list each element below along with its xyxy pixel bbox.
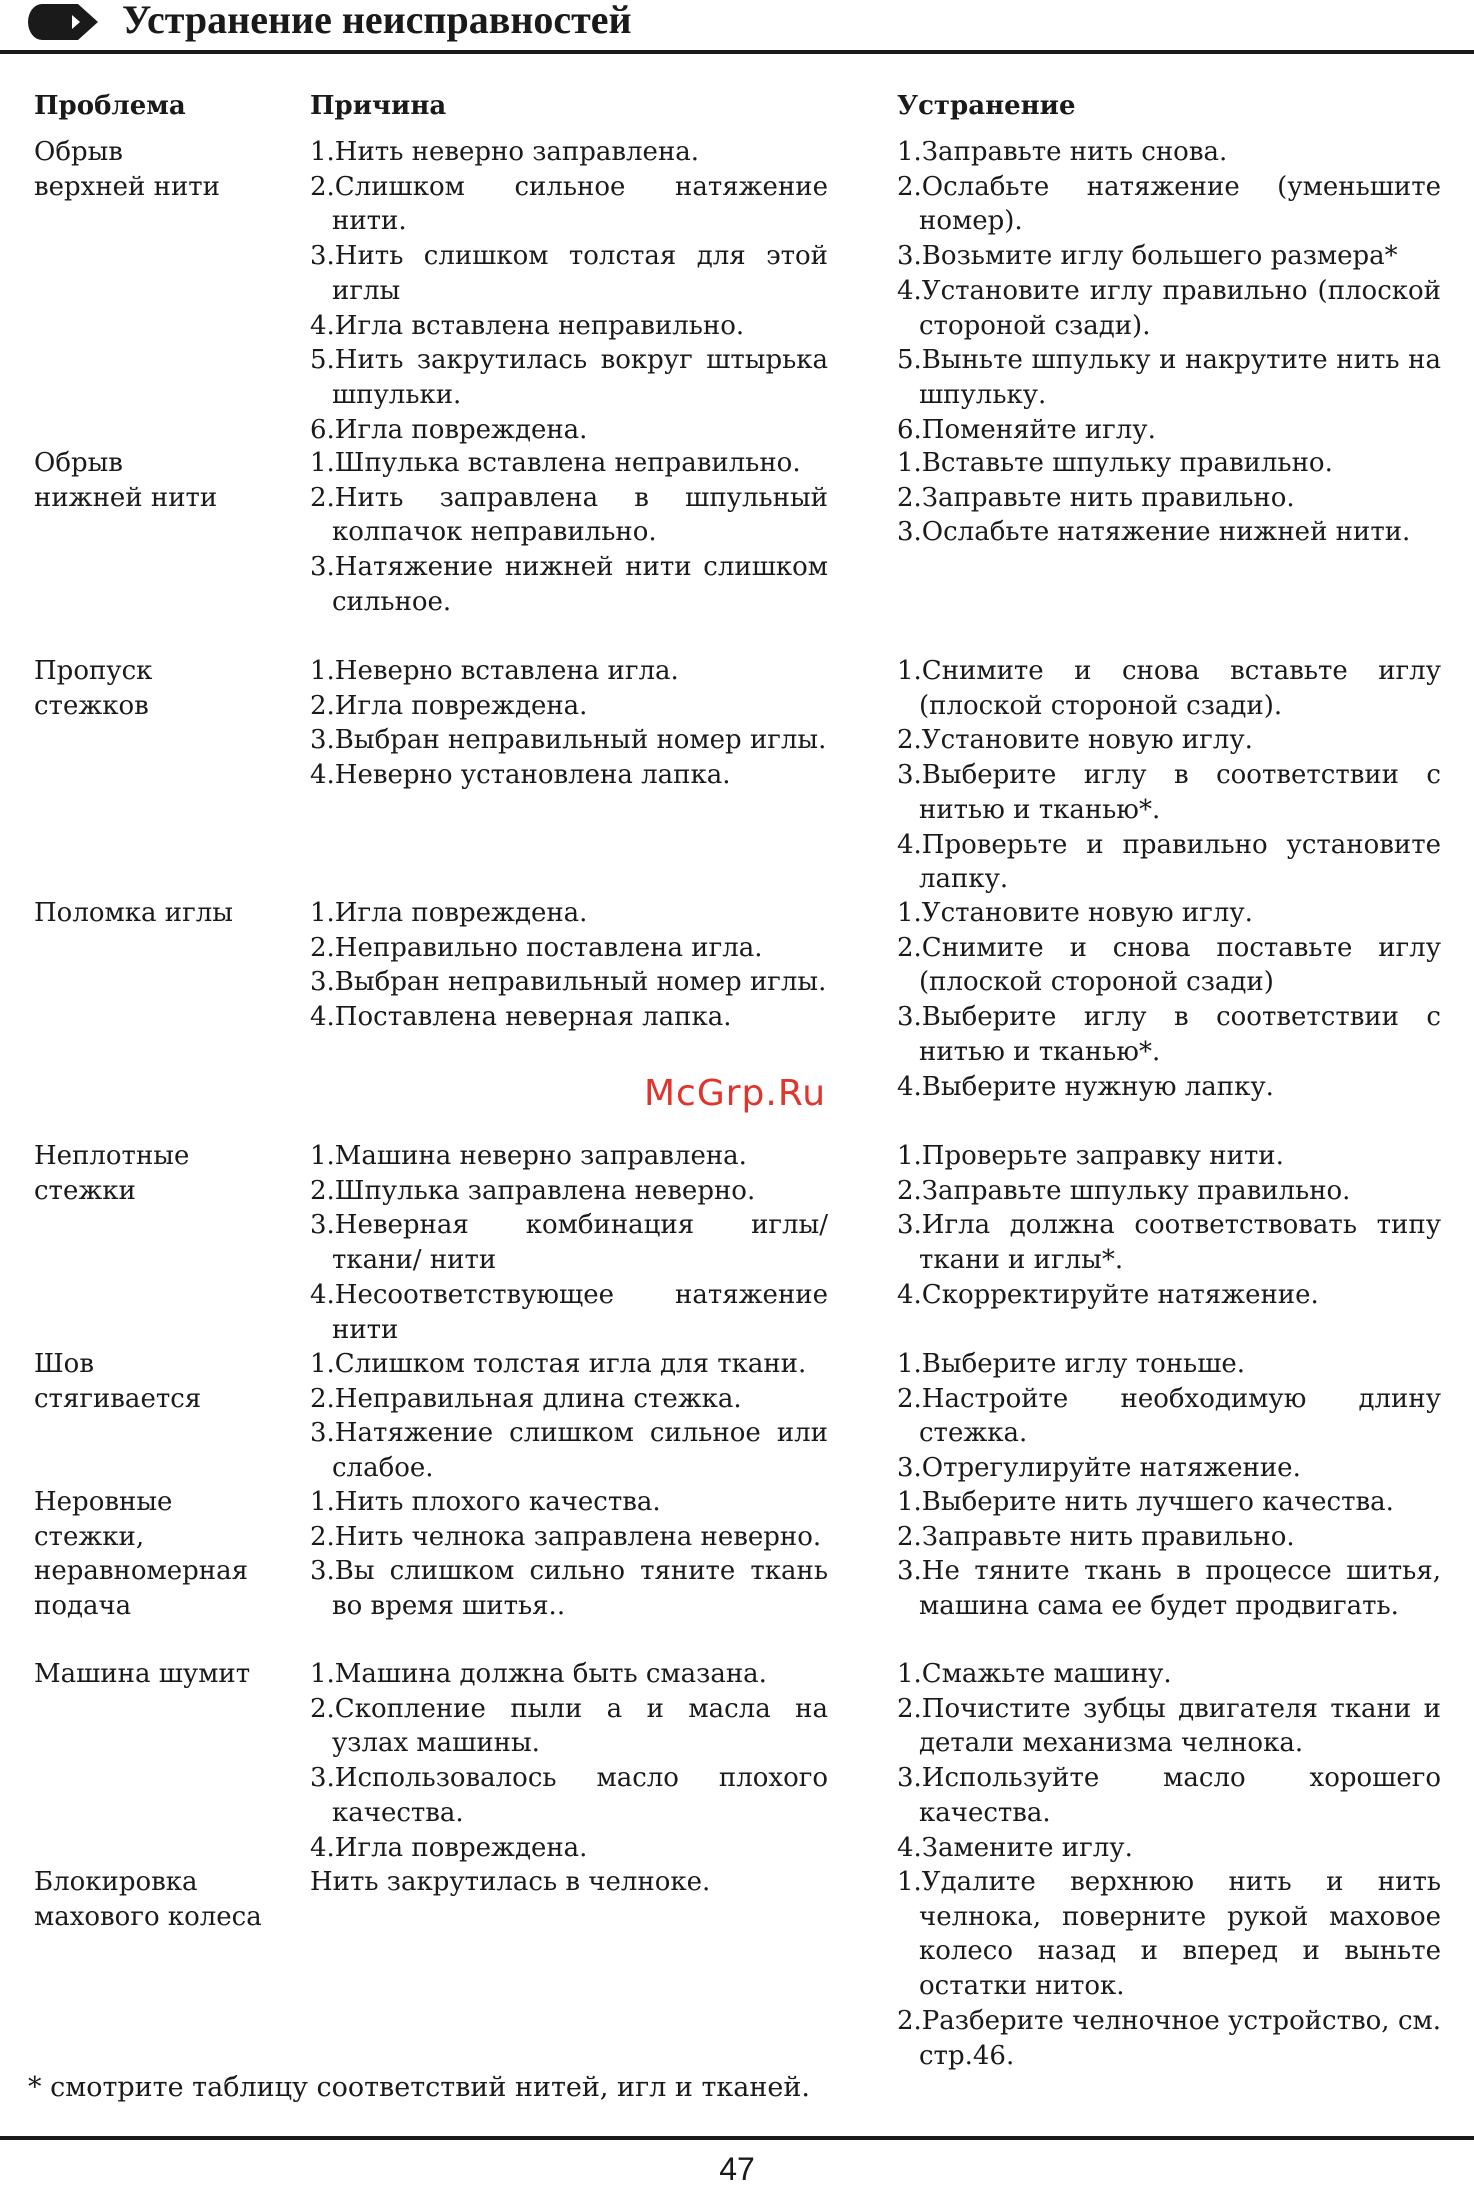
fix-item: 1.Смажьте машину. (897, 1659, 1172, 1689)
cause-cell (310, 896, 828, 1035)
problem-line: неравномерная (34, 1556, 248, 1587)
fix-item: 3.Отрегулируйте натяжение. (897, 1453, 1301, 1484)
cause-item: 4.Неверно установлена лапка. (310, 760, 731, 791)
cause-item: 3.Натяжение нижней нити слишком сильное. (310, 552, 828, 617)
problem-cell (34, 135, 284, 204)
cause-item: 1.Шпулька вставлена неправильно. (310, 448, 801, 478)
problem-line: Неплотные (34, 1141, 190, 1171)
fix-cell (897, 654, 1441, 897)
cause-item: 6.Игла повреждена. (310, 414, 588, 445)
problem-line: стягивается (34, 1383, 202, 1414)
header-divider (0, 50, 1474, 54)
problem-line: Шов (34, 1349, 94, 1379)
fix-cell (897, 1485, 1441, 1624)
cause-item: 1.Машина неверно заправлена. (310, 1141, 747, 1171)
fix-item: 2.Заправьте шпульку правильно. (897, 1175, 1351, 1206)
problem-line: махового колеса (34, 1901, 262, 1932)
footer-divider (0, 2136, 1474, 2140)
fix-item: 3.Выберите иглу в соответствии с нитью и тканью*. (897, 1002, 1441, 1067)
fix-item: 3.Используйте масло хорошего качества. (897, 1763, 1441, 1828)
cause-item: 2.Шпулька заправлена неверно. (310, 1175, 756, 1206)
problem-cell (34, 446, 284, 515)
page-number: 47 (719, 2151, 755, 2187)
fix-cell (897, 1865, 1441, 2073)
problem-line: Обрыв (34, 448, 123, 478)
fix-item: 5.Выньте шпульку и накрутите нить на шпульку. (897, 345, 1441, 410)
problem-line: нижней нити (34, 482, 218, 513)
cause-item: 1.Неверно вставлена игла. (310, 656, 679, 686)
cause-item: 1.Нить неверно заправлена. (310, 137, 700, 167)
cause-item: 2.Нить заправлена в шпульный колпачок неправильно. (310, 482, 828, 548)
page-title: Устранение неисправностей (122, 0, 632, 42)
problem-line: Блокировка (34, 1867, 198, 1897)
cause-cell (310, 1657, 828, 1865)
fix-cell (897, 446, 1441, 550)
cause-item: 3.Нить слишком толстая для этой иглы (310, 241, 828, 306)
cause-item: 2.Скопление пыли а и масла на узлах машины. (310, 1693, 828, 1759)
fix-item: 1.Выберите иглу тоньше. (897, 1349, 1246, 1379)
fix-item: 2.Установите новую иглу. (897, 725, 1253, 756)
fix-item: 1.Снимите и снова вставьте иглу (плоской стороной сзади). (897, 656, 1441, 721)
cause-item: 2.Игла повреждена. (310, 690, 588, 721)
cause-item: 4.Игла вставлена неправильно. (310, 310, 745, 341)
column-header-problem: Проблема (34, 91, 186, 121)
fix-item: 2.Почистите зубцы двигателя ткани и детали механизма челнока. (897, 1693, 1441, 1759)
problem-line: стежки (34, 1175, 136, 1206)
cause-item: 3.Выбран неправильный номер иглы. (310, 967, 827, 998)
fix-item: 2.Снимите и снова поставьте иглу (плоской стороной сзади) (897, 932, 1441, 998)
fix-item: 1.Удалите верхнюю нить и нить челнока, поверните рукой маховое колесо назад и вперед и выньте остатки ниток. (897, 1867, 1441, 2002)
fix-item: 2.Ослабьте натяжение (уменьшите номер). (897, 171, 1441, 237)
cause-item: 1.Нить плохого качества. (310, 1487, 661, 1517)
problem-line: подача (34, 1591, 132, 1622)
problem-line: Неровные (34, 1487, 173, 1517)
watermark: McGrp.Ru (644, 1073, 827, 1114)
fix-item: 3.Выберите иглу в соответствии с нитью и тканью*. (897, 760, 1441, 825)
fix-cell (897, 1139, 1441, 1313)
fix-item: 4.Проверьте и правильно установите лапку. (897, 829, 1441, 895)
fix-item: 4.Установите иглу правильно (плоской стороной сзади). (897, 275, 1441, 341)
cause-item: 1.Игла повреждена. (310, 898, 588, 928)
cause-item: 1.Машина должна быть смазана. (310, 1659, 767, 1689)
fix-item: 3.Ослабьте натяжение нижней нити. (897, 517, 1411, 548)
fix-cell (897, 135, 1441, 447)
cause-item: 4.Игла повреждена. (310, 1832, 588, 1863)
cause-cell (310, 1139, 828, 1347)
fix-item: 6.Поменяйте иглу. (897, 414, 1156, 445)
fix-item: 3.Не тяните ткань в процессе шитья, машина сама ее будет продвигать. (897, 1556, 1441, 1622)
cause-cell (310, 1485, 828, 1624)
footnote: * смотрите таблицу соответствий нитей, игл и тканей. (28, 2072, 810, 2103)
column-header-cause: Причина (310, 91, 447, 121)
fix-item: 1.Установите новую иглу. (897, 898, 1253, 928)
page-header (0, 0, 1474, 56)
fix-item: 4.Выберите нужную лапку. (897, 1071, 1274, 1102)
fix-item: 4.Замените иглу. (897, 1832, 1133, 1863)
problem-cell (34, 1865, 284, 1934)
problem-cell (34, 654, 284, 723)
cause-item: 3.Вы слишком сильно тяните ткань во время шитья.. (310, 1556, 828, 1622)
problem-line: стежки, (34, 1521, 145, 1552)
fix-item: 1.Заправьте нить снова. (897, 137, 1228, 167)
cause-cell (310, 1347, 828, 1486)
problem-cell (34, 1347, 284, 1416)
fix-item: 3.Игла должна соответствовать типу ткани и иглы*. (897, 1210, 1441, 1276)
problem-cell (34, 1139, 284, 1208)
cause-item: 3.Выбран неправильный номер иглы. (310, 725, 827, 756)
fix-cell (897, 1347, 1441, 1486)
cause-item: 2.Нить челнока заправлена неверно. (310, 1521, 822, 1552)
problem-line: Обрыв (34, 137, 123, 167)
problem-line: Пропуск (34, 656, 153, 686)
fix-item: 2.Заправьте нить правильно. (897, 1521, 1295, 1552)
fix-item: 1.Вставьте шпульку правильно. (897, 448, 1333, 478)
problem-line: верхней нити (34, 171, 221, 202)
fix-item: 4.Скорректируйте натяжение. (897, 1279, 1319, 1310)
problem-cell (34, 1657, 284, 1692)
cause-item: 4.Поставлена неверная лапка. (310, 1002, 732, 1033)
cause-item: 3.Использовалось масло плохого качества. (310, 1763, 828, 1828)
cause-cell (310, 135, 828, 447)
column-header-fix: Устранение (897, 91, 1076, 121)
cause-cell (310, 1865, 828, 1900)
cause-item: Нить закрутилась в челноке. (310, 1867, 711, 1897)
fix-item: 3.Возьмите иглу большего размера* (897, 241, 1398, 272)
section-arrow-icon (28, 4, 98, 40)
cause-item: 1.Слишком толстая игла для ткани. (310, 1349, 807, 1379)
problem-line: Поломка иглы (34, 898, 233, 928)
fix-cell (897, 896, 1441, 1104)
problem-cell (34, 1485, 284, 1624)
cause-item: 2.Неправильная длина стежка. (310, 1383, 742, 1414)
fix-item: 1.Выберите нить лучшего качества. (897, 1487, 1394, 1517)
fix-item: 2.Заправьте нить правильно. (897, 482, 1295, 513)
problem-line: Машина шумит (34, 1659, 251, 1689)
cause-cell (310, 654, 828, 793)
problem-cell (34, 896, 284, 931)
cause-item: 3.Натяжение слишком сильное или слабое. (310, 1418, 828, 1484)
cause-item: 3.Неверная комбинация иглы/ ткани/ нити (310, 1210, 828, 1276)
fix-item: 1.Проверьте заправку нити. (897, 1141, 1284, 1171)
cause-item: 5.Нить закрутилась вокруг штырька шпульки. (310, 345, 828, 410)
cause-item: 4.Несоответствующее натяжение нити (310, 1279, 828, 1345)
problem-line: стежков (34, 690, 149, 721)
cause-item: 2.Неправильно поставлена игла. (310, 932, 763, 963)
cause-item: 2.Слишком сильное натяжение нити. (310, 171, 828, 237)
fix-item: 2.Настройте необходимую длину стежка. (897, 1383, 1441, 1449)
fix-item: 2.Разберите челночное устройство, см. стр.46. (897, 2005, 1441, 2071)
fix-cell (897, 1657, 1441, 1865)
cause-cell (310, 446, 828, 620)
